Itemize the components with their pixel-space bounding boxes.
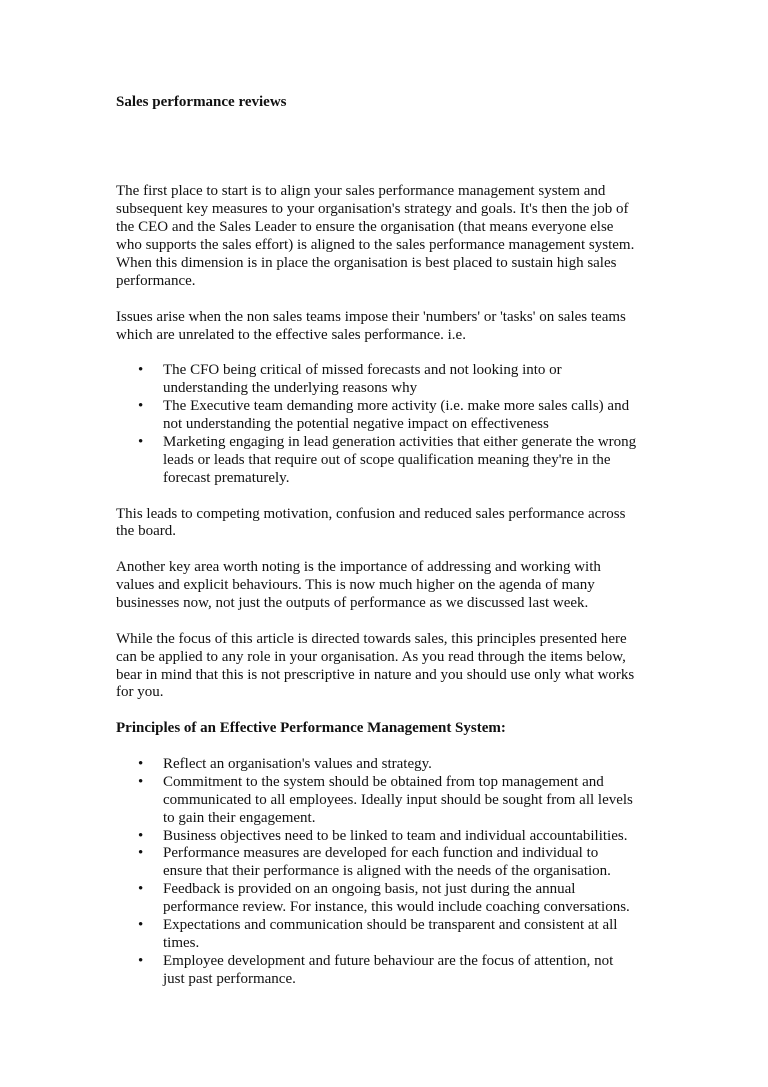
paragraph-spacer	[116, 702, 636, 720]
list-item-line: performance review. For instance, this would include coaching conversations.	[163, 899, 630, 916]
list-item-line: understanding the underlying reasons why	[163, 380, 418, 397]
list-item	[116, 845, 636, 881]
bullet-icon: •	[138, 845, 144, 862]
list-item-line: Reflect an organisation's values and strategy.	[163, 755, 432, 772]
document-body	[116, 183, 636, 988]
list-item	[116, 774, 636, 828]
list-item	[116, 828, 636, 846]
list-item-line: Commitment to the system should be obtained from top management and	[163, 773, 604, 790]
bullet-icon: •	[138, 433, 144, 450]
list-item-line: just past performance.	[163, 970, 296, 987]
paragraph-line: can be applied to any role in your organisation. As you read through the items below,	[116, 648, 626, 665]
paragraph	[116, 631, 636, 703]
list-item-line: The Executive team demanding more activity (i.e. make more sales calls) and	[163, 398, 630, 415]
list-item-line: forecast prematurely.	[163, 469, 290, 486]
bullet-icon: •	[138, 398, 144, 415]
list-item-line: communicated to all employees. Ideally input should be sought from all levels	[163, 791, 633, 808]
paragraph-line: Another key area worth noting is the importance of addressing and working with	[116, 559, 601, 576]
list-item	[116, 756, 636, 774]
paragraph-line: values and explicit behaviours. This is now much higher on the agenda of many	[116, 577, 595, 594]
list-item-line: Feedback is provided on an ongoing basis, not just during the annual	[163, 881, 576, 898]
paragraph-spacer	[116, 345, 636, 363]
list-item	[116, 881, 636, 917]
paragraph	[116, 309, 636, 345]
paragraph-line: bear in mind that this is not prescriptive in nature and you should use only what works	[116, 666, 635, 683]
bullet-icon: •	[138, 362, 144, 379]
list-item	[116, 434, 636, 488]
list-item	[116, 398, 636, 434]
list-item-line: Business objectives need to be linked to team and individual accountabilities.	[163, 827, 628, 844]
list-item-line: to gain their engagement.	[163, 809, 316, 826]
paragraph	[116, 506, 636, 542]
paragraph-line: While the focus of this article is directed towards sales, this principles presented here	[116, 630, 627, 647]
paragraph-line: When this dimension is in place the organisation is best placed to sustain high sales	[116, 255, 617, 272]
list-item-line: Marketing engaging in lead generation activities that either generate the wrong	[163, 433, 637, 450]
paragraph-line: performance.	[116, 272, 196, 289]
document-page	[116, 94, 636, 989]
paragraph-line: This leads to competing motivation, confusion and reduced sales performance across	[116, 505, 626, 522]
list-item-line: leads or leads that require out of scope qualification meaning they're in the	[163, 451, 611, 468]
paragraph-spacer	[116, 613, 636, 631]
list-item-line: The CFO being critical of missed forecasts and not looking into or	[163, 362, 562, 379]
paragraph-spacer	[116, 488, 636, 506]
bullet-icon: •	[138, 917, 144, 933]
bullet-icon: •	[138, 755, 144, 772]
bullet-icon: •	[138, 773, 144, 790]
list-item-line: Performance measures are developed for each function and individual to	[163, 845, 599, 862]
heading-line: Principles of an Effective Performance Management System:	[116, 720, 506, 737]
bullet-icon: •	[138, 952, 144, 969]
list-item-line: ensure that their performance is aligned with the needs of the organisation.	[163, 863, 611, 880]
paragraph	[116, 183, 636, 290]
paragraph-spacer	[116, 541, 636, 559]
paragraph-line: which are unrelated to the effective sales performance. i.e.	[116, 326, 466, 343]
paragraph-line: who supports the sales effort) is aligned to the sales performance management system.	[116, 237, 635, 254]
list-item-line: times.	[163, 934, 200, 951]
document-title: Sales performance reviews	[116, 94, 287, 110]
paragraph-line: the CEO and the Sales Leader to ensure the organisation (that means everyone else	[116, 219, 614, 236]
list-item-line: not understanding the potential negative impact on effectiveness	[163, 416, 549, 433]
paragraph-spacer	[116, 291, 636, 309]
list-item	[116, 917, 636, 953]
paragraph-spacer	[116, 738, 636, 756]
section-heading	[116, 720, 636, 738]
bullet-icon: •	[138, 881, 144, 898]
paragraph-line: subsequent key measures to your organisation's strategy and goals. It's then the job of	[116, 201, 629, 218]
paragraph-line: Issues arise when the non sales teams impose their 'numbers' or 'tasks' on sales teams	[116, 308, 626, 325]
paragraph-line: for you.	[116, 684, 164, 701]
list-item	[116, 362, 636, 398]
paragraph-line: The first place to start is to align your sales performance management system and	[116, 183, 606, 200]
bullet-list	[116, 362, 636, 487]
list-item	[116, 953, 636, 989]
spacer	[116, 112, 636, 184]
paragraph-line: the board.	[116, 523, 176, 540]
bullet-icon: •	[138, 827, 144, 844]
paragraph-line: businesses now, not just the outputs of performance as we discussed last week.	[116, 594, 589, 611]
bullet-list	[116, 756, 636, 989]
paragraph	[116, 559, 636, 613]
list-item-line: Employee development and future behaviour are the focus of attention, not	[163, 952, 614, 969]
list-item-line: Expectations and communication should be transparent and consistent at all	[163, 917, 618, 933]
